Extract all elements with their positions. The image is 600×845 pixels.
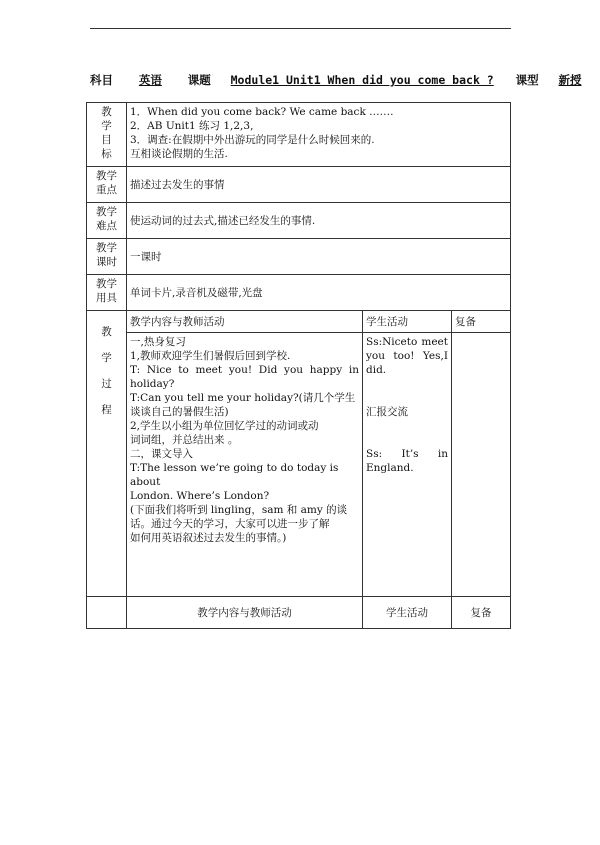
process-body-row	[87, 333, 511, 597]
difficulties-label: 教学 难点	[87, 203, 127, 239]
tools-label: 教学 用具	[87, 275, 127, 311]
key-points-row	[87, 167, 511, 203]
lesson-header	[90, 72, 582, 92]
footer-content-header: 教学内容与教师活动	[127, 597, 363, 629]
process-review-header: 复备	[452, 311, 511, 333]
process-label: 教 学 过 程	[87, 311, 127, 597]
lesson-plan-table	[86, 102, 511, 629]
hours-content: 一课时	[127, 239, 511, 275]
topic-label: 课题	[187, 73, 211, 87]
objectives-content: 1．When did you come back? We came back ……. 2．AB Unit1 练习 1,2,3, 3．调查:在假期中外出游玩的同学是什么时候回来的. 互相谈论假期的生活.	[127, 103, 511, 167]
subject-value: 英语	[138, 73, 162, 87]
process-student-header: 学生活动	[363, 311, 452, 333]
objectives-label: 教 学 目 标	[87, 103, 127, 167]
hours-row	[87, 239, 511, 275]
footer-blank	[87, 597, 127, 629]
tools-content: 单词卡片,录音机及磁带,光盘	[127, 275, 511, 311]
process-student: Ss:Niceto meet you too! Yes,I did. 汇报交流 Ss: It’s in England.	[363, 333, 452, 597]
tools-row	[87, 275, 511, 311]
type-value: 新授	[558, 73, 582, 87]
hours-label: 教学 课时	[87, 239, 127, 275]
footer-row	[87, 597, 511, 629]
subject-label: 科目	[90, 73, 113, 87]
objectives-row	[87, 103, 511, 167]
footer-review-header: 复备	[452, 597, 511, 629]
topic-value: Module1 Unit1 When did you come back ?	[230, 73, 494, 87]
top-rule	[90, 28, 511, 29]
difficulties-row	[87, 203, 511, 239]
process-review	[452, 333, 511, 597]
process-header-row	[87, 311, 511, 333]
key-points-label: 教学 重点	[87, 167, 127, 203]
key-points-content: 描述过去发生的事情	[127, 167, 511, 203]
difficulties-content: 使运动词的过去式,描述已经发生的事情.	[127, 203, 511, 239]
type-label: 课型	[515, 73, 539, 87]
footer-student-header: 学生活动	[363, 597, 452, 629]
process-content: 一,热身复习 1,教师欢迎学生们暑假后回到学校. T: Nice to meet you! Did you happy in holiday? T:Can you tell me your holiday?(请几个学生 谈谈自己的暑假生活) 2,学生以小组为单位回忆学过的动词或动 词词组，并总结出来 。 二，课文导入 T:The lesson we’re going to do today is about London. Where’s London? (下面我们将听到 lingling，sam 和 amy 的谈 话。通过今天的学习，大家可以进一步了解 如何用英语叙述过去发生的事情。)	[127, 333, 363, 597]
process-content-header: 教学内容与教师活动	[127, 311, 363, 333]
